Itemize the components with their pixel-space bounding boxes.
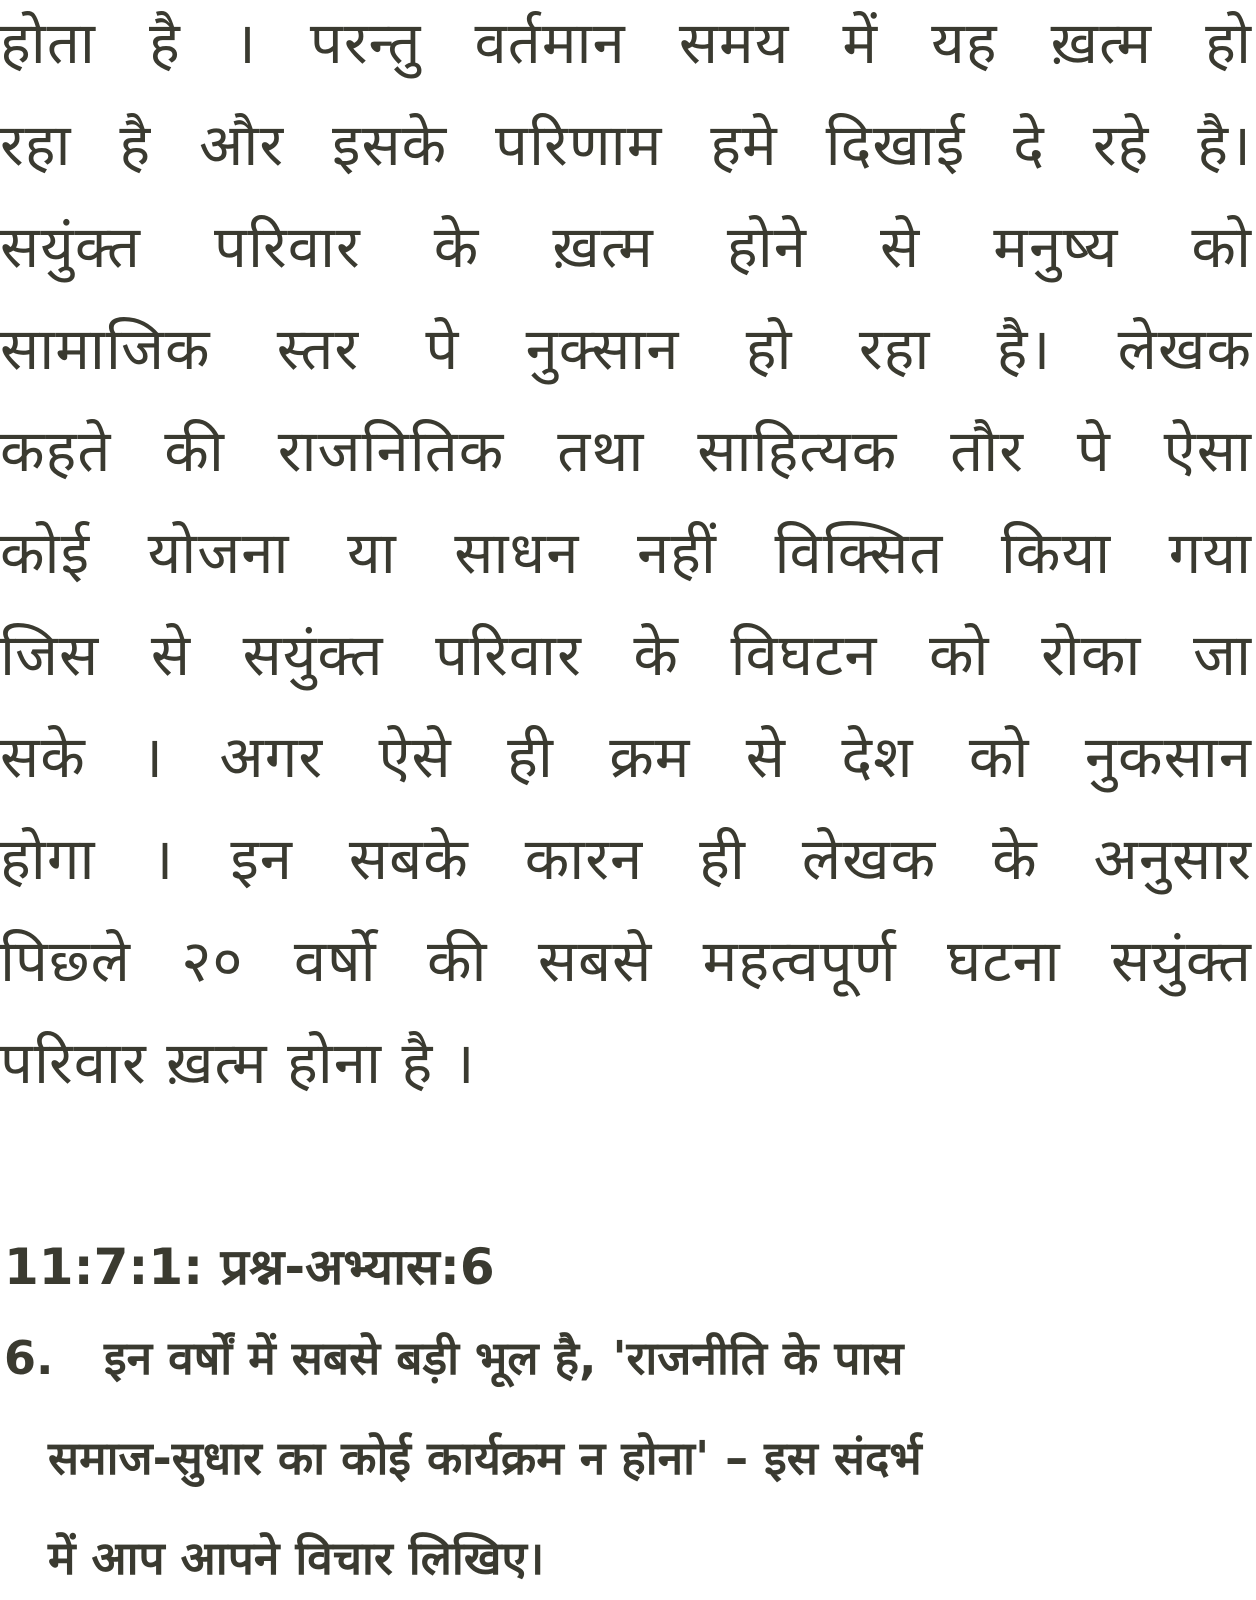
paragraph-line: पिछ्ले २० वर्षो की सबसे महत्वपूर्ण घटना सयुंक्त (0, 927, 1252, 995)
paragraph-line: रहा है और इसके परिणाम हमे दिखाई दे रहे है। (0, 111, 1252, 179)
question-block (0, 1326, 1256, 1600)
paragraph-line: परिवार ख़त्म होना है । (0, 1029, 476, 1097)
question-line: इन वर्षों में सबसे बड़ी भूल है, 'राजनीति के पास (104, 1331, 904, 1385)
paragraph-line: होगा । इन सबके कारन ही लेखक के अनुसार (0, 825, 1252, 893)
paragraph-line: कहते की राजनितिक तथा साहित्यक तौर पे ऐसा (0, 417, 1252, 485)
question-line: समाज-सुधार का कोई कार्यक्रम न होना' – इस संदर्भ (48, 1431, 922, 1485)
paragraph-line: जिस से सयुंक्त परिवार के विघटन को रोका जा (0, 621, 1252, 689)
question-continuation (0, 1426, 1256, 1526)
paragraph-line: सामाजिक स्तर पे नुक्सान हो रहा है। लेखक (0, 315, 1252, 383)
paragraph-line: सयुंक्त परिवार के ख़त्म होने से मनुष्य को (0, 213, 1252, 281)
paragraph-line: सके । अगर ऐसे ही क्रम से देश को नुकसान (0, 723, 1252, 791)
question-number: 6. (4, 1331, 54, 1385)
question-first-line (0, 1326, 1256, 1426)
paragraph-line: कोई योजना या साधन नहीं विक्सित किया गया (0, 519, 1252, 587)
question-continuation (0, 1526, 1256, 1600)
section-heading: 11:7:1: प्रश्न-अभ्यास:6 (4, 1238, 495, 1296)
paragraph-line: होता है । परन्तु वर्तमान समय में यह ख़त्म हो (0, 9, 1252, 77)
question-line: में आप आपने विचार लिखिए। (48, 1531, 545, 1585)
